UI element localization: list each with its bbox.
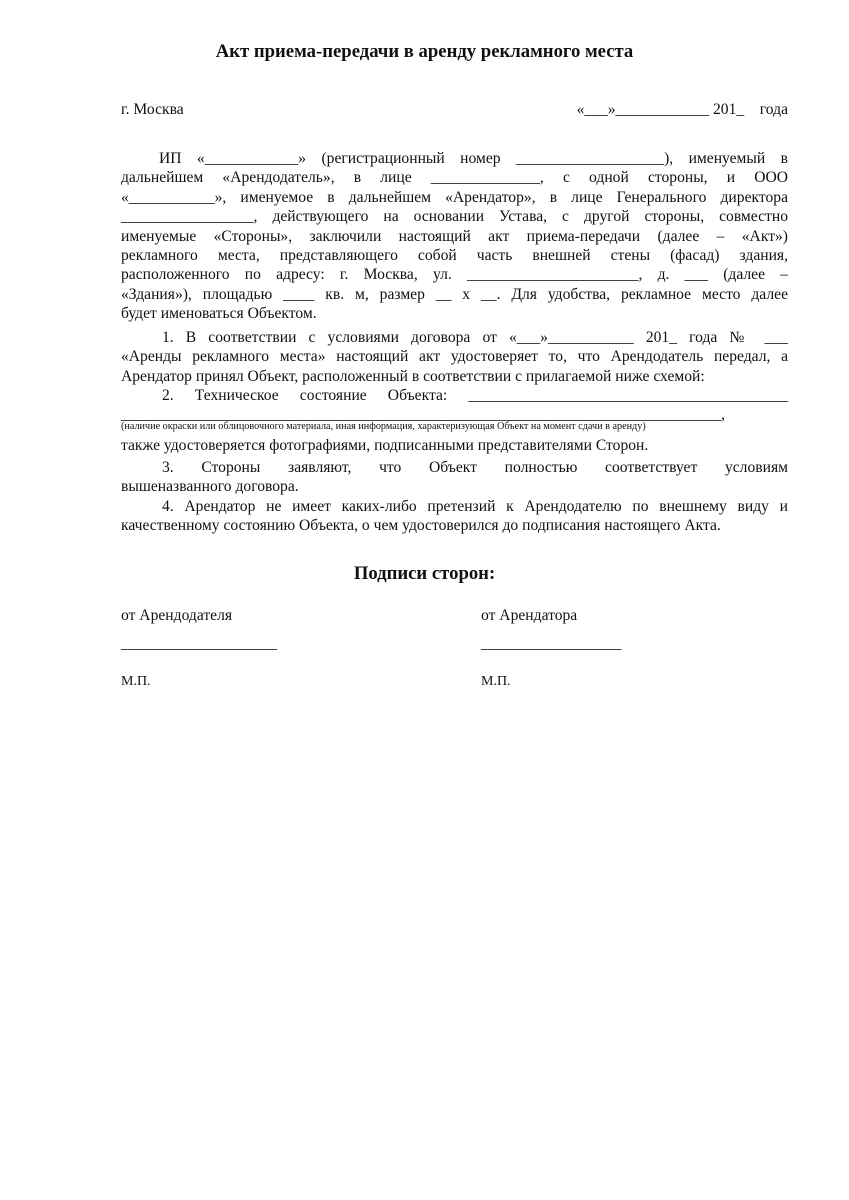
intro-paragraph (121, 149, 788, 324)
lessee-signature-line: __________________ (481, 635, 622, 652)
item-1-line: Арендатор принял Объект, расположенный в соответствии с прилагаемой ниже схемой: (121, 367, 705, 385)
intro-line: именуемые «Стороны», заключили настоящий акт приема-передачи (далее – «Акт») (121, 227, 788, 245)
intro-line: будет именоваться Объектом. (121, 305, 317, 323)
intro-line: «Здания»), площадью ____ кв. м, размер __ х __. Для удобства, рекламное место далее (121, 285, 788, 303)
item-1-line: 1. В соответствии с условиями договора от «___»___________ 201_ года № ___ (162, 329, 788, 346)
item-4-paragraph (121, 497, 788, 536)
item-2-tail-line: также удостоверяется фотографиями, подписанными представителями Сторон. (121, 437, 649, 454)
signatures-title: Подписи сторон: (353, 563, 496, 584)
intro-line: _________________, действующего на основании Устава, с другой стороны, совместно (121, 208, 788, 226)
intro-line: «___________», именуемое в дальнейшем «Арендатор», в лице Генерального директора (121, 188, 788, 206)
intro-line: рекламного места, представляющего собой часть внешней стены (фасад) здания, (121, 246, 788, 264)
lessee-stamp-label: М.П. (481, 674, 511, 689)
item-1-line: «Аренды рекламного места» настоящий акт удостоверяет то, что Арендодатель передал, а (121, 348, 788, 366)
lessor-label: от Арендодателя (121, 607, 233, 624)
lessor-stamp-label: М.П. (121, 674, 151, 689)
intro-line: дальнейшем «Арендодатель», в лице ______________, с одной стороны, и ООО (121, 169, 788, 187)
intro-line: ИП «____________» (регистрационный номер ___________________), именуемый в (159, 150, 788, 167)
lessor-signature-line: ____________________ (121, 635, 277, 652)
item-2-line: 2. Техническое состояние Объекта: _________________________________________ (162, 387, 788, 404)
item-3-line: 3. Стороны заявляют, что Объект полностью соответствует условиям (162, 459, 788, 476)
intro-line: расположенного по адресу: г. Москва, ул. ______________________, д. ___ (далее – (121, 266, 788, 284)
item-2-blank-line: _______________________________________________________________________________, (121, 406, 725, 424)
lessee-label: от Арендатора (481, 607, 578, 624)
item-3-paragraph (121, 458, 788, 497)
date-field: «___»____________ 201_ года (576, 101, 788, 118)
item-1-paragraph (121, 328, 788, 386)
item-4-line: качественному состоянию Объекта, о чем удостоверился до подписания настоящего Акта. (121, 517, 721, 535)
item-2-caption: (наличие окраски или облицовочного материала, иная информация, характеризующая Объект на момент сдачи в аренду) (121, 421, 646, 432)
item-3-line: вышеназванного договора. (121, 478, 299, 496)
document-title: Акт приема-передачи в аренду рекламного места (215, 41, 634, 62)
item-2-paragraph (121, 386, 788, 425)
item-2-tail (121, 436, 788, 455)
city-label: г. Москва (121, 101, 184, 118)
item-4-line: 4. Арендатор не имеет каких-либо претензий к Арендодателю по внешнему виду и (162, 498, 788, 515)
